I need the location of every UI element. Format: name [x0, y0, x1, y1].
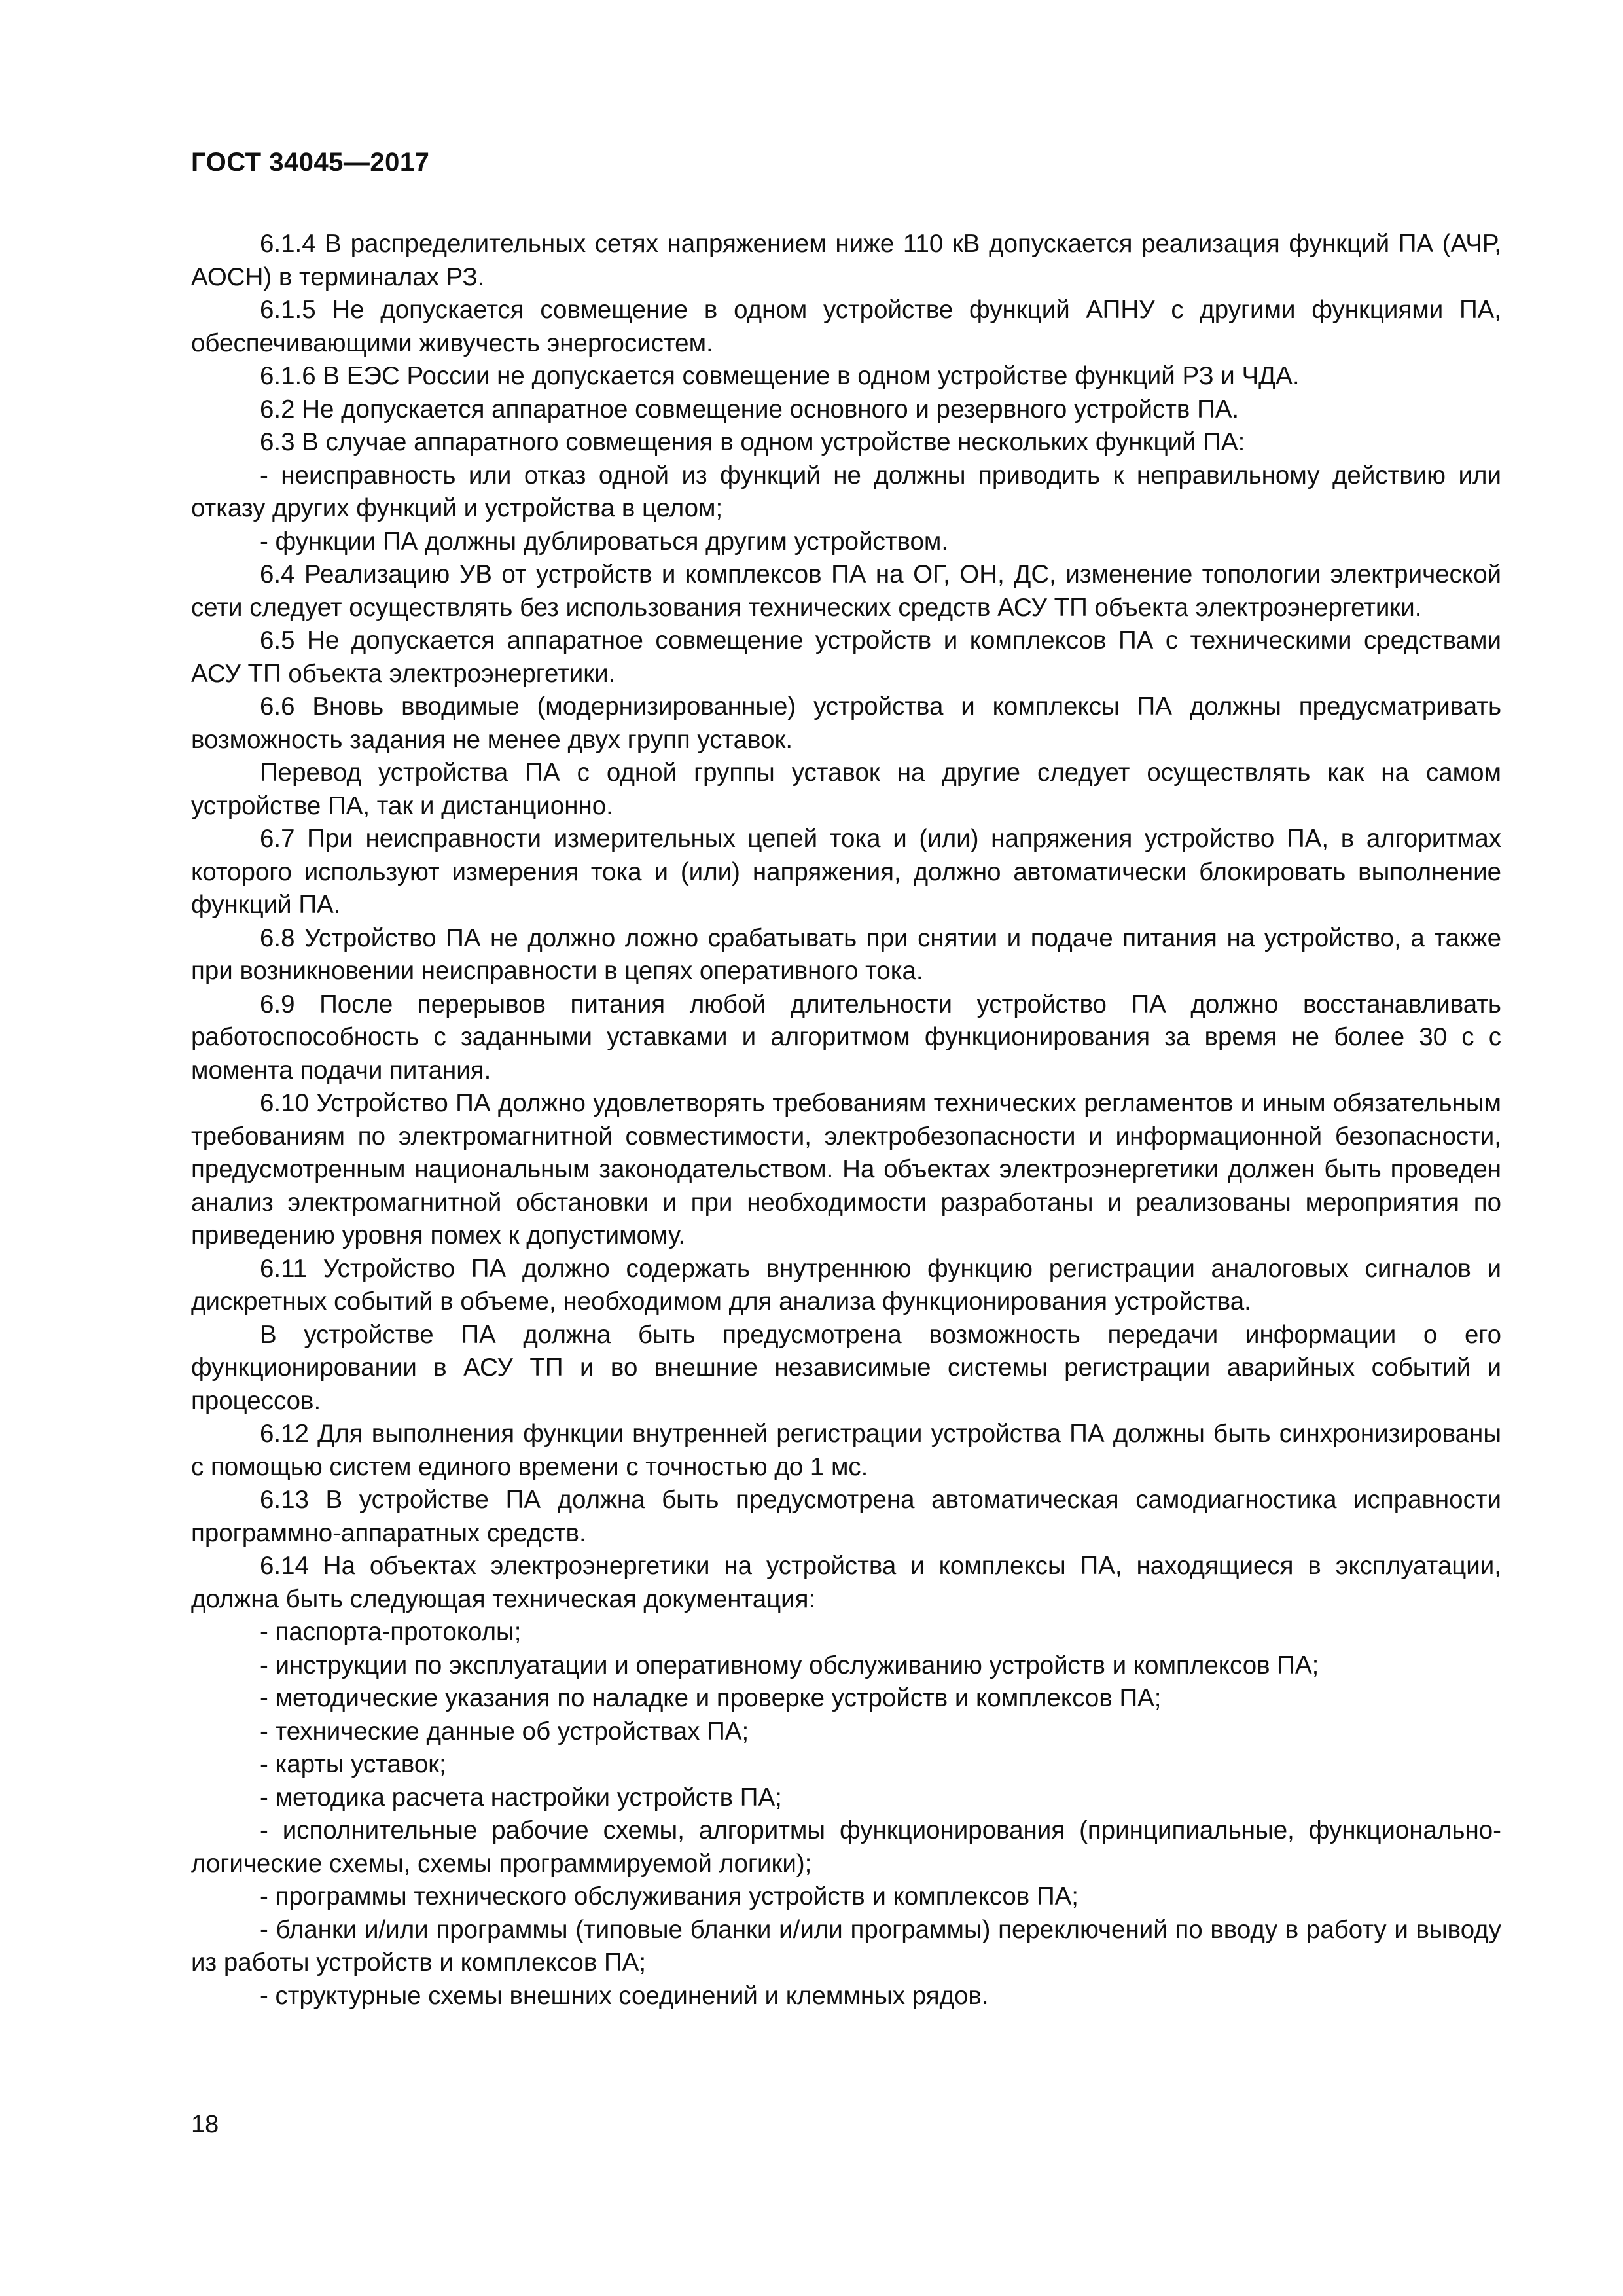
list-item: - неисправность или отказ одной из функций не должны приводить к неправильному действию или отказу других функций и устройства в целом; — [191, 461, 1501, 522]
paragraph: 6.4 Реализацию УВ от устройств и комплексов ПА на ОГ, ОН, ДС, изменение топологии электрической сети следует осуществлять без использования технических средств АСУ ТП объекта электроэнергетики. — [191, 560, 1501, 622]
document-body — [191, 228, 1501, 2013]
paragraph: Перевод устройства ПА с одной группы уставок на другие следует осуществлять как на самом устройстве ПА, так и дистанционно. — [191, 759, 1501, 820]
list-item: - инструкции по эксплуатации и оперативному обслуживанию устройств и комплексов ПА; — [260, 1651, 1319, 1679]
paragraph: В устройстве ПА должна быть предусмотрена возможность передачи информации о его функционировании в АСУ ТП и во внешние независимые системы регистрации аварийных событий и процессов. — [191, 1320, 1501, 1415]
list-item: - структурные схемы внешних соединений и клеммных рядов. — [260, 1981, 989, 2010]
paragraph: 6.12 Для выполнения функции внутренней регистрации устройства ПА должны быть синхронизированы с помощью систем единого времени с точностью до 1 мс. — [191, 1420, 1501, 1481]
paragraph: 6.8 Устройство ПА не должно ложно срабатывать при снятии и подаче питания на устройство, а также при возникновении неисправности в цепях оперативного тока. — [191, 924, 1501, 985]
page-number: 18 — [191, 2111, 219, 2138]
paragraph: 6.1.5 Не допускается совмещение в одном устройстве функций АПНУ с другими функциями ПА, обеспечивающими живучесть энергосистем. — [191, 296, 1501, 357]
paragraph: 6.2 Не допускается аппаратное совмещение основного и резервного устройств ПА. — [260, 395, 1240, 423]
paragraph: 6.7 При неисправности измерительных цепей тока и (или) напряжения устройство ПА, в алгоритмах которого используют измерения тока и (или) напряжения, должно автоматически блокировать выполнение функций ПА. — [191, 825, 1501, 919]
list-item: - исполнительные рабочие схемы, алгоритмы функционирования (принципиальные, функционально-логические схемы, схемы программируемой логики); — [191, 1816, 1501, 1878]
document-code-header: ГОСТ 34045—2017 — [191, 148, 430, 177]
paragraph: 6.14 На объектах электроэнергетики на устройства и комплексы ПА, находящиеся в эксплуатации, должна быть следующая техническая документация: — [191, 1552, 1501, 1613]
paragraph: 6.1.6 В ЕЭС России не допускается совмещение в одном устройстве функций РЗ и ЧДА. — [260, 362, 1300, 390]
paragraph: 6.3 В случае аппаратного совмещения в одном устройстве нескольких функций ПА: — [260, 428, 1245, 456]
list-item: - методические указания по наладке и проверке устройств и комплексов ПА; — [260, 1684, 1162, 1712]
paragraph: 6.5 Не допускается аппаратное совмещение устройств и комплексов ПА с техническими средствами АСУ ТП объекта электроэнергетики. — [191, 626, 1501, 688]
list-item: - карты уставок; — [260, 1750, 446, 1778]
list-item: - программы технического обслуживания устройств и комплексов ПА; — [260, 1882, 1079, 1910]
paragraph: 6.11 Устройство ПА должно содержать внутреннюю функцию регистрации аналоговых сигналов и дискретных событий в объеме, необходимом для анализа функционирования устройства. — [191, 1254, 1501, 1316]
paragraph: 6.13 В устройстве ПА должна быть предусмотрена автоматическая самодиагностика исправности программно-аппаратных средств. — [191, 1486, 1501, 1547]
paragraph: 6.1.4 В распределительных сетях напряжением ниже 110 кВ допускается реализация функций ПА (АЧР, АОСН) в терминалах РЗ. — [191, 230, 1501, 291]
list-item: - технические данные об устройствах ПА; — [260, 1717, 749, 1746]
list-item: - бланки и/или программы (типовые бланки и/или программы) переключений по вводу в работу и выводу из работы устройств и комплексов ПА; — [191, 1915, 1501, 1977]
list-item: - методика расчета настройки устройств ПА; — [260, 1783, 782, 1812]
paragraph: 6.9 После перерывов питания любой длительности устройство ПА должно восстанавливать работоспособность с заданными уставками и алгоритмом функционирования за время не более 30 с с момента подачи питания. — [191, 990, 1501, 1085]
paragraph: 6.10 Устройство ПА должно удовлетворять требованиям технических регламентов и иным обязательным требованиям по электромагнитной совместимости, электробезопасности и информационной безопасности, предусмотренным национальным законодательством. На объектах электроэнергетики должен быть проведен анализ электромагнитной обстановки и при необходимости разработаны и реализованы мероприятия по приведению уровня помех к допустимому. — [191, 1089, 1501, 1249]
list-item: - функции ПА должны дублироваться другим устройством. — [260, 527, 949, 556]
paragraph: 6.6 Вновь вводимые (модернизированные) устройства и комплексы ПА должны предусматривать возможность задания не менее двух групп уставок. — [191, 692, 1501, 754]
list-item: - паспорта-протоколы; — [260, 1618, 522, 1646]
